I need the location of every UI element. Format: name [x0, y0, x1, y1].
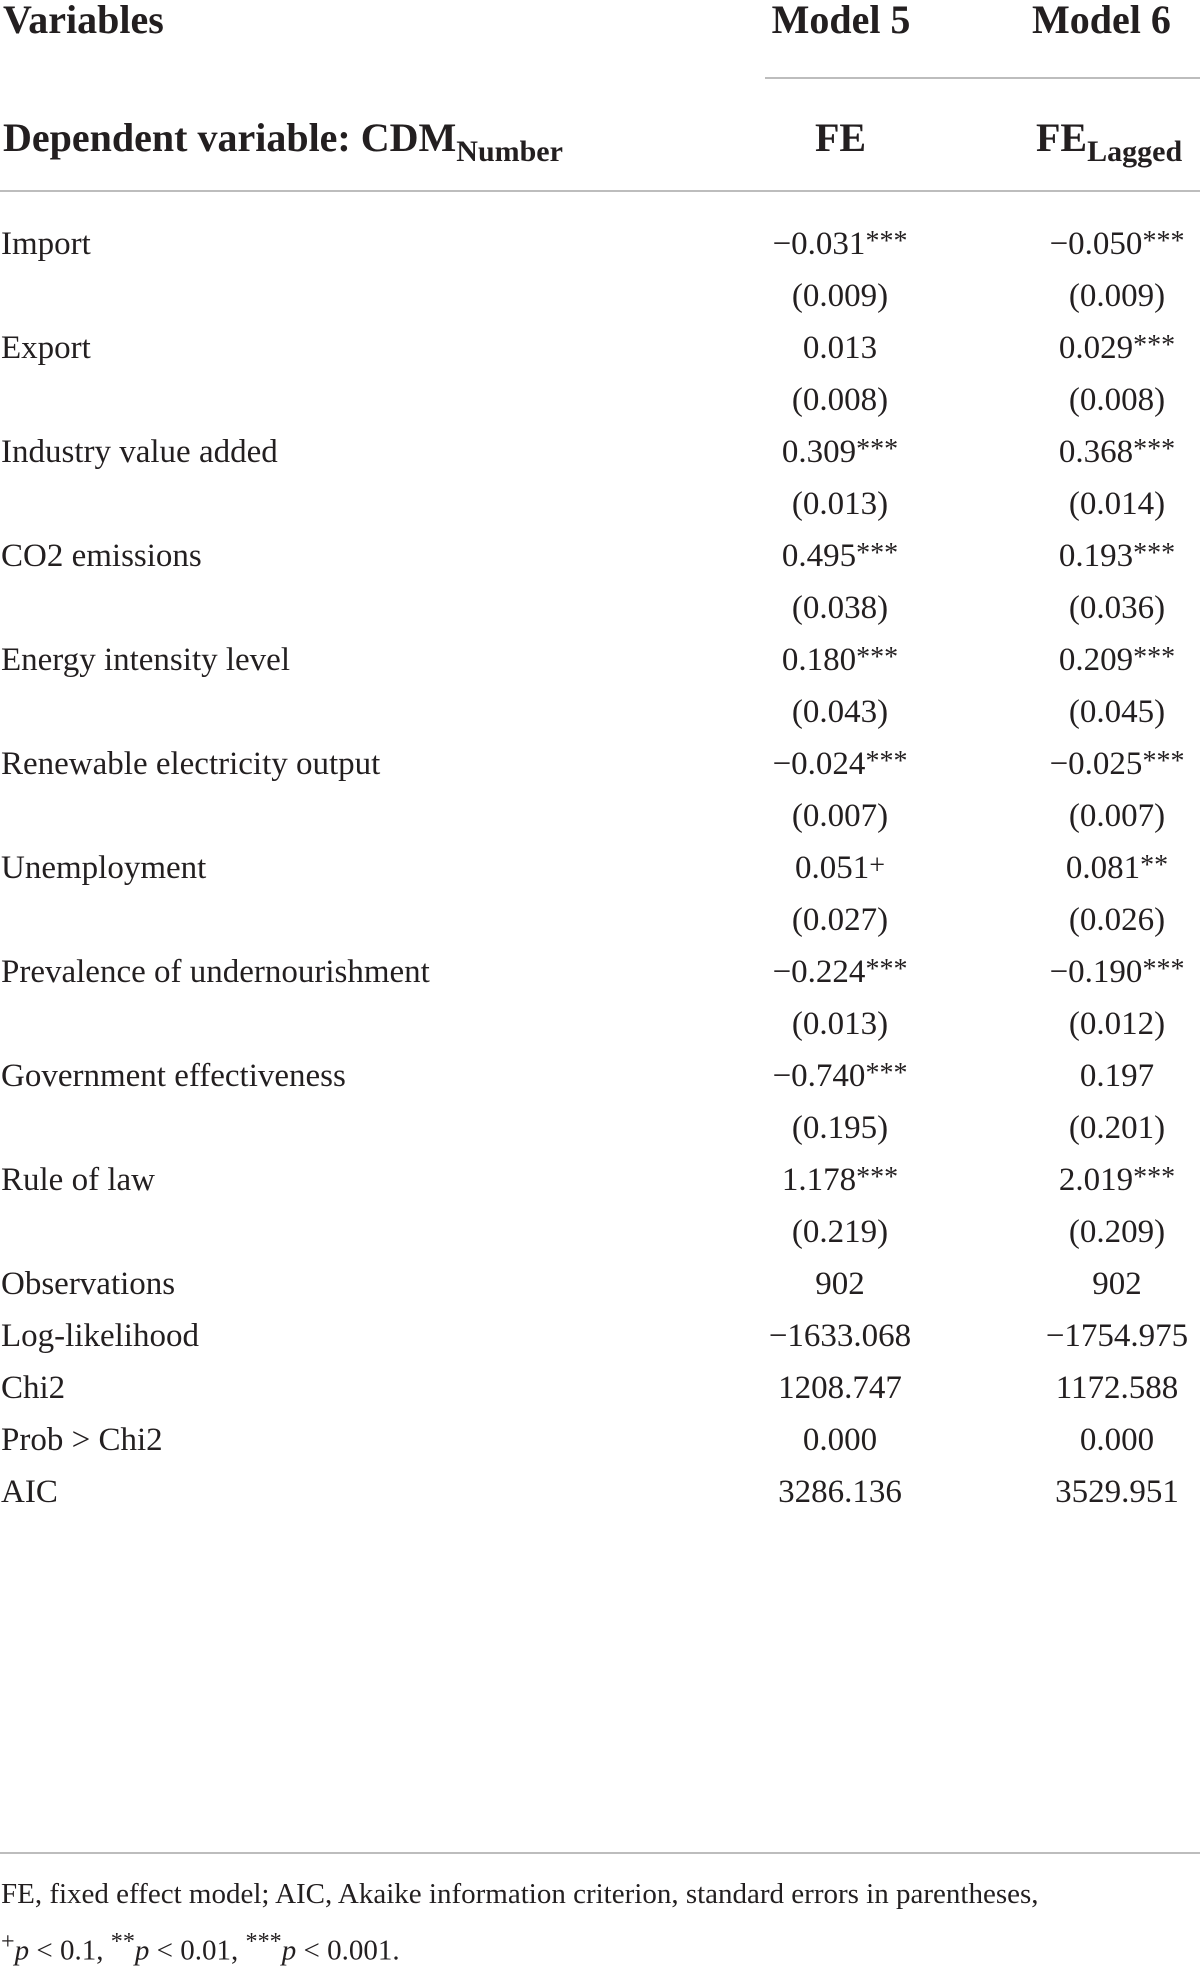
significance-stars: *** — [856, 538, 899, 569]
table-row — [0, 425, 1200, 477]
cell-model6 — [1017, 956, 1200, 989]
coefficient-value: 0.209 — [1058, 642, 1134, 678]
row-label: Export — [1, 330, 91, 366]
cell-model6 — [1017, 696, 1200, 729]
cell-model5 — [740, 384, 940, 417]
cell-model5 — [740, 644, 940, 677]
cell-model5 — [740, 1320, 940, 1353]
coefficient-value: (0.013) — [791, 1006, 889, 1042]
coefficient-value: 0.495 — [781, 538, 857, 574]
table-row — [0, 841, 1200, 893]
coefficient-value: 902 — [815, 1266, 865, 1302]
coefficient-value: (0.009) — [1068, 278, 1166, 314]
header-model6: Model 6 — [1032, 0, 1171, 42]
coefficient-value: −0.740 — [772, 1058, 866, 1094]
coefficient-value: (0.026) — [1068, 902, 1166, 938]
table-row-stderr — [0, 1205, 1200, 1257]
footnote-tstar: *** — [245, 1928, 282, 1955]
coefficient-value: (0.012) — [1068, 1006, 1166, 1042]
cell-model6 — [1017, 280, 1200, 313]
cell-model6 — [1017, 488, 1200, 521]
fe-lagged-text: FE — [1036, 115, 1088, 160]
header-fe-lagged — [1036, 115, 1183, 168]
cell-model6 — [1017, 436, 1200, 469]
bottom-rule — [0, 1852, 1200, 1854]
significance-stars: *** — [856, 1162, 899, 1193]
significance-stars: *** — [865, 226, 908, 257]
cell-model5 — [740, 956, 940, 989]
coefficient-value: 0.368 — [1058, 434, 1134, 470]
cell-model5 — [740, 280, 940, 313]
cell-model6 — [1017, 1476, 1200, 1509]
coefficient-value: −0.024 — [772, 746, 866, 782]
cell-model5 — [740, 852, 940, 885]
coefficient-value: (0.008) — [791, 382, 889, 418]
coefficient-value: −0.190 — [1049, 954, 1143, 990]
significance-stars: *** — [865, 1058, 908, 1089]
coefficient-value: 902 — [1092, 1266, 1142, 1302]
coefficient-value: 0.180 — [781, 642, 857, 678]
table-row-stderr — [0, 1101, 1200, 1153]
row-label: Government effectiveness — [1, 1058, 346, 1094]
table-row — [0, 217, 1200, 269]
cell-model5 — [740, 1112, 940, 1145]
table-row — [0, 633, 1200, 685]
row-label: CO2 emissions — [1, 538, 202, 574]
table-row — [0, 529, 1200, 581]
table-row — [0, 1361, 1200, 1413]
coefficient-value: (0.013) — [791, 486, 889, 522]
cell-model6 — [1017, 748, 1200, 781]
table-row — [0, 1153, 1200, 1205]
footnote-p2: p — [134, 1934, 150, 1967]
cell-model5 — [740, 696, 940, 729]
cell-model5 — [740, 1424, 940, 1457]
coefficient-value: (0.007) — [791, 798, 889, 834]
cell-model5 — [740, 1164, 940, 1197]
cell-model6 — [1017, 592, 1200, 625]
coefficient-value: 0.029 — [1058, 330, 1134, 366]
table-row-stderr — [0, 893, 1200, 945]
dep-var-subscript: Number — [456, 135, 563, 168]
row-label: Observations — [1, 1266, 176, 1302]
coefficient-value: 0.013 — [802, 330, 878, 366]
coefficient-value: (0.043) — [791, 694, 889, 730]
table-row-stderr — [0, 269, 1200, 321]
cell-model6 — [1017, 1216, 1200, 1249]
cell-model6 — [1017, 852, 1200, 885]
cell-model5 — [740, 800, 940, 833]
coefficient-value: (0.195) — [791, 1110, 889, 1146]
cell-model6 — [1017, 1268, 1200, 1301]
cell-model5 — [740, 488, 940, 521]
coefficient-value: (0.045) — [1068, 694, 1166, 730]
table-row-stderr — [0, 373, 1200, 425]
coefficient-value: (0.008) — [1068, 382, 1166, 418]
footnote-p1: p — [14, 1934, 30, 1967]
footnote-line2 — [1, 1918, 1197, 1975]
table-row-stderr — [0, 477, 1200, 529]
cell-model5 — [740, 1008, 940, 1041]
coefficient-value: −0.224 — [772, 954, 866, 990]
header-rule — [0, 190, 1200, 192]
cell-model6 — [1017, 1164, 1200, 1197]
row-label: Unemployment — [1, 850, 207, 886]
cell-model5 — [740, 332, 940, 365]
table-row — [0, 1257, 1200, 1309]
row-label: Energy intensity level — [1, 642, 290, 678]
cell-model5 — [740, 1372, 940, 1405]
table-body — [0, 217, 1200, 1517]
row-label: Renewable electricity output — [1, 746, 381, 782]
significance-stars: *** — [1133, 434, 1176, 465]
row-label: AIC — [1, 1474, 58, 1510]
significance-stars: *** — [1133, 1162, 1176, 1193]
cell-model5 — [740, 1268, 940, 1301]
dep-var-text: Dependent variable: CDM — [3, 115, 457, 160]
cell-model5 — [740, 748, 940, 781]
table-row — [0, 1413, 1200, 1465]
cell-model5 — [740, 436, 940, 469]
cell-model5 — [740, 228, 940, 261]
coefficient-value: 0.051 — [794, 850, 870, 886]
row-label: Prevalence of undernourishment — [1, 954, 430, 990]
footnote-t3: < 0.001. — [296, 1934, 400, 1967]
cell-model5 — [740, 904, 940, 937]
significance-stars: ** — [1140, 850, 1169, 881]
cell-model5 — [740, 592, 940, 625]
cell-model5 — [740, 1060, 940, 1093]
header-model5: Model 5 — [771, 0, 911, 42]
cell-model6 — [1017, 384, 1200, 417]
coefficient-value: (0.027) — [791, 902, 889, 938]
significance-stars: *** — [865, 954, 908, 985]
coefficient-value: (0.036) — [1068, 590, 1166, 626]
cell-model6 — [1017, 1424, 1200, 1457]
header-variables: Variables — [3, 0, 164, 42]
coefficient-value: (0.201) — [1068, 1110, 1166, 1146]
table-footnote — [1, 1870, 1197, 1975]
footnote-t2: < 0.01, — [149, 1934, 246, 1967]
table-row — [0, 1049, 1200, 1101]
cell-model6 — [1017, 1008, 1200, 1041]
significance-stars: *** — [1142, 226, 1185, 257]
coefficient-value: (0.014) — [1068, 486, 1166, 522]
coefficient-value: −1754.975 — [1045, 1318, 1189, 1354]
coefficient-value: 0.309 — [781, 434, 857, 470]
coefficient-value: 1172.588 — [1055, 1370, 1179, 1406]
coefficient-value: −0.050 — [1049, 226, 1143, 262]
significance-stars: *** — [1142, 954, 1185, 985]
significance-stars: *** — [1133, 538, 1176, 569]
significance-stars: *** — [865, 746, 908, 777]
coefficient-value: 0.081 — [1065, 850, 1141, 886]
coefficient-value: (0.219) — [791, 1214, 889, 1250]
header-fe: FE — [815, 115, 867, 160]
cell-model5 — [740, 1216, 940, 1249]
coefficient-value: 0.000 — [1079, 1422, 1155, 1458]
row-label: Industry value added — [1, 434, 278, 470]
row-label: Prob > Chi2 — [1, 1422, 163, 1458]
significance-stars: *** — [1142, 746, 1185, 777]
coefficient-value: 2.019 — [1058, 1162, 1134, 1198]
row-label: Rule of law — [1, 1162, 155, 1198]
table-row — [0, 321, 1200, 373]
coefficient-value: 3529.951 — [1055, 1474, 1179, 1510]
cell-model6 — [1017, 1320, 1200, 1353]
coefficient-value: (0.007) — [1068, 798, 1166, 834]
table-row — [0, 945, 1200, 997]
coefficient-value: (0.038) — [791, 590, 889, 626]
coefficient-value: 0.000 — [802, 1422, 878, 1458]
fe-lagged-subscript: Lagged — [1087, 135, 1183, 168]
cell-model6 — [1017, 800, 1200, 833]
cell-model6 — [1017, 1112, 1200, 1145]
table-row — [0, 737, 1200, 789]
table-row — [0, 1309, 1200, 1361]
coefficient-value: 1.178 — [781, 1162, 857, 1198]
footnote-dstar: ** — [110, 1928, 135, 1955]
coefficient-value: (0.009) — [791, 278, 889, 314]
cell-model6 — [1017, 644, 1200, 677]
table-row-stderr — [0, 997, 1200, 1049]
significance-stars: *** — [1133, 330, 1176, 361]
significance-stars: *** — [856, 642, 899, 673]
cell-model6 — [1017, 1372, 1200, 1405]
cell-model6 — [1017, 228, 1200, 261]
coefficient-value: −1633.068 — [768, 1318, 912, 1354]
row-label: Log-likelihood — [1, 1318, 199, 1354]
significance-stars: *** — [856, 434, 899, 465]
footnote-line1: FE, fixed effect model; AIC, Akaike information criterion, standard errors in parentheses, — [1, 1878, 1039, 1910]
header-dependent-variable — [3, 115, 563, 168]
table-row-stderr — [0, 789, 1200, 841]
model-span-rule — [765, 77, 1200, 79]
footnote-t1: < 0.1, — [29, 1934, 111, 1967]
coefficient-value: −0.025 — [1049, 746, 1143, 782]
significance-stars: *** — [1133, 642, 1176, 673]
row-label: Import — [1, 226, 91, 262]
coefficient-value: −0.031 — [772, 226, 866, 262]
coefficient-value: 1208.747 — [778, 1370, 902, 1406]
coefficient-value: (0.209) — [1068, 1214, 1166, 1250]
cell-model6 — [1017, 332, 1200, 365]
coefficient-value: 0.197 — [1079, 1058, 1155, 1094]
table-row — [0, 1465, 1200, 1517]
row-label: Chi2 — [1, 1370, 66, 1406]
coefficient-value: 3286.136 — [778, 1474, 902, 1510]
cell-model6 — [1017, 540, 1200, 573]
table-row-stderr — [0, 685, 1200, 737]
footnote-p3: p — [281, 1934, 297, 1967]
table-row-stderr — [0, 581, 1200, 633]
cell-model5 — [740, 540, 940, 573]
cell-model6 — [1017, 904, 1200, 937]
coefficient-value: 0.193 — [1058, 538, 1134, 574]
footnote-plus: + — [1, 1928, 15, 1955]
significance-stars: + — [869, 850, 886, 881]
cell-model5 — [740, 1476, 940, 1509]
cell-model6 — [1017, 1060, 1200, 1093]
